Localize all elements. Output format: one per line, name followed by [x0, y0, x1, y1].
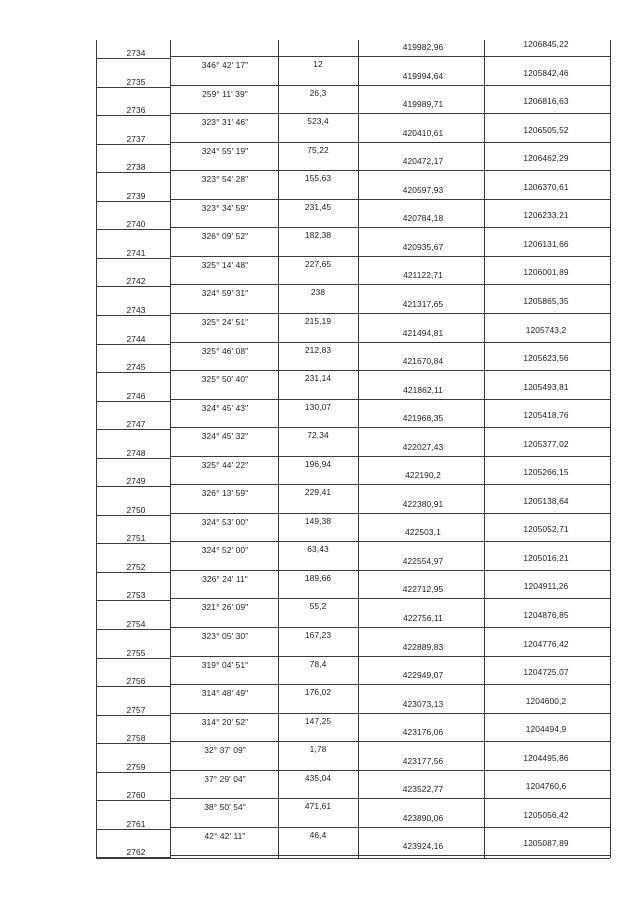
row-divider — [170, 484, 358, 485]
row-divider — [96, 543, 170, 544]
segment-length: 176,02 — [304, 687, 332, 698]
row-divider — [358, 199, 610, 200]
coordinate-x: 422190,2 — [405, 470, 441, 481]
point-number: 2746 — [126, 390, 146, 401]
row-divider — [170, 370, 358, 371]
direction-angle: 325° 50' 40" — [201, 374, 249, 385]
direction-angle: 314° 48' 49" — [201, 688, 249, 699]
coordinate-x: 421670,84 — [402, 356, 444, 367]
row-divider — [170, 399, 358, 400]
segment-length: 78,4 — [309, 658, 327, 669]
coordinate-x: 421968,35 — [402, 413, 444, 424]
row-divider — [170, 570, 358, 571]
row-divider — [170, 113, 358, 114]
coordinate-y: 1205087,89 — [523, 838, 569, 849]
coordinate-y: 1206845,22 — [523, 39, 569, 49]
row-divider — [358, 484, 610, 485]
direction-angle: 324° 55' 19" — [201, 145, 249, 156]
coordinate-x: 423073,13 — [402, 698, 444, 709]
row-divider — [358, 513, 610, 514]
coordinate-x: 420784,18 — [402, 213, 444, 224]
row-divider — [358, 598, 610, 599]
row-divider — [358, 741, 610, 742]
point-number: 2753 — [126, 590, 146, 601]
row-divider — [170, 741, 358, 742]
row-divider — [170, 313, 358, 314]
row-divider — [358, 342, 610, 343]
row-divider — [170, 713, 358, 714]
coordinate-y: 1206370,61 — [523, 181, 569, 192]
segment-length: 46,4 — [309, 829, 327, 840]
row-divider — [96, 372, 170, 373]
coordinate-y: 1206462,29 — [523, 153, 569, 164]
coordinate-y: 1205493,81 — [523, 381, 569, 392]
point-number: 2758 — [126, 733, 146, 744]
direction-angle: 325° 24' 51" — [201, 316, 249, 327]
coordinate-y: 1205865,35 — [523, 295, 569, 306]
row-divider — [170, 656, 358, 657]
coordinate-x: 422380,91 — [402, 498, 444, 509]
row-divider — [96, 772, 170, 773]
row-divider — [96, 486, 170, 487]
row-divider — [96, 258, 170, 259]
direction-angle: 314° 20' 52" — [201, 716, 249, 727]
point-number: 2751 — [126, 533, 146, 544]
coordinate-x: 419982,96 — [402, 42, 444, 52]
point-number: 2755 — [126, 647, 146, 658]
point-number: 2760 — [126, 790, 146, 801]
coordinate-y: 1204495,86 — [523, 752, 569, 763]
row-divider — [96, 715, 170, 716]
direction-angle: 321° 26' 09" — [201, 602, 249, 613]
coordinate-y: 1205743,2 — [525, 324, 567, 335]
point-number: 2745 — [126, 362, 146, 373]
coordinate-x: 420472,17 — [402, 156, 444, 167]
direction-angle: 323° 54' 28" — [201, 174, 249, 185]
point-number: 2749 — [126, 476, 146, 487]
direction-angle: 346° 42' 17" — [201, 60, 249, 70]
coordinate-x: 419994,64 — [402, 70, 444, 81]
direction-angle: 42° 42' 11" — [204, 830, 246, 841]
coordinate-y: 1204725,07 — [523, 667, 569, 678]
segment-length: 523,4 — [307, 116, 329, 127]
coordinate-x: 421317,65 — [402, 298, 444, 309]
row-divider — [96, 429, 170, 430]
point-number: 2750 — [126, 504, 146, 515]
coordinate-y: 1204911,26 — [523, 581, 569, 592]
point-number: 2741 — [126, 247, 146, 258]
column-divider — [358, 40, 359, 858]
coordinate-y: 1204876,85 — [523, 610, 569, 620]
segment-length: 26,3 — [309, 87, 327, 98]
point-number: 2737 — [126, 133, 146, 144]
row-divider — [96, 858, 610, 859]
row-divider — [96, 115, 170, 116]
row-divider — [170, 541, 358, 542]
row-divider — [170, 770, 358, 771]
coordinate-y: 1204760,6 — [525, 781, 567, 792]
coordinate-x: 421122,71 — [403, 270, 443, 281]
point-number: 2743 — [126, 304, 146, 315]
coordinate-y: 1204776,42 — [523, 638, 569, 649]
coordinate-y: 1204494,9 — [525, 724, 567, 735]
segment-length: 231,45 — [304, 201, 332, 212]
direction-angle: 325° 44' 22" — [201, 459, 249, 470]
row-divider — [358, 170, 610, 171]
row-divider — [358, 284, 610, 285]
segment-length: 12 — [313, 59, 323, 69]
row-divider — [96, 286, 170, 287]
segment-length: 238 — [310, 287, 326, 298]
row-divider — [96, 829, 170, 830]
row-divider — [170, 56, 358, 57]
coordinate-x: 423890,06 — [402, 812, 444, 823]
coordinate-y: 1205377,02 — [523, 438, 569, 449]
row-divider — [96, 800, 170, 801]
row-divider — [96, 572, 170, 573]
segment-length: 471,61 — [304, 801, 332, 812]
coordinate-y: 1205266,15 — [523, 467, 569, 478]
segment-length: 435,04 — [304, 772, 332, 783]
point-number: 2735 — [126, 76, 146, 87]
row-divider — [358, 684, 610, 685]
point-number: 2736 — [126, 105, 146, 116]
direction-angle: 32° 37' 09" — [204, 745, 246, 756]
point-number: 2748 — [126, 447, 146, 458]
row-divider — [170, 627, 358, 628]
row-divider — [170, 142, 358, 143]
row-divider — [96, 401, 170, 402]
direction-angle: 323° 31' 46" — [201, 117, 249, 128]
row-divider — [358, 627, 610, 628]
column-divider — [278, 40, 279, 858]
coordinate-y: 1205052,71 — [523, 524, 569, 535]
row-divider — [358, 370, 610, 371]
row-divider — [96, 658, 170, 659]
point-number: 2754 — [126, 619, 146, 629]
row-divider — [96, 686, 170, 687]
coordinate-x: 421862,11 — [403, 384, 443, 395]
coordinate-x: 422503,1 — [405, 527, 441, 538]
row-divider — [96, 201, 170, 202]
point-number: 2759 — [126, 761, 146, 772]
segment-length: 182,38 — [304, 230, 332, 241]
direction-angle: 324° 53' 00" — [201, 516, 249, 527]
direction-angle: 38° 50' 54" — [204, 802, 246, 813]
coordinate-x: 422756,11 — [403, 613, 443, 623]
segment-length: 231,14 — [304, 373, 332, 384]
row-divider — [170, 427, 358, 428]
direction-angle: 326° 13' 59" — [201, 488, 249, 499]
row-divider — [358, 713, 610, 714]
row-divider — [358, 541, 610, 542]
row-divider — [170, 456, 358, 457]
segment-length: 147,25 — [304, 715, 332, 726]
row-divider — [358, 113, 610, 114]
row-divider — [96, 743, 170, 744]
coordinate-y: 1205056,42 — [523, 809, 569, 820]
coordinate-x: 420597,93 — [402, 184, 444, 195]
segment-length: 130,07 — [304, 401, 332, 412]
row-divider — [358, 570, 610, 571]
row-divider — [358, 256, 610, 257]
direction-angle: 323° 05' 30" — [201, 631, 249, 641]
direction-angle: 324° 52' 00" — [201, 545, 249, 556]
row-divider — [358, 798, 610, 799]
coordinate-x: 422889,83 — [402, 641, 444, 652]
row-divider — [96, 87, 170, 88]
segment-length: 75,22 — [307, 144, 329, 155]
row-divider — [170, 342, 358, 343]
direction-angle: 325° 14' 48" — [201, 259, 249, 270]
row-divider — [170, 284, 358, 285]
segment-length: 196,94 — [304, 458, 332, 469]
point-number: 2752 — [126, 561, 146, 572]
coordinate-y: 1205138,64 — [523, 495, 569, 506]
row-divider — [358, 313, 610, 314]
row-divider — [170, 513, 358, 514]
coordinate-y: 1205842,46 — [523, 67, 569, 78]
coordinate-x: 422712,95 — [402, 584, 444, 595]
segment-length: 155,63 — [304, 173, 332, 184]
row-divider — [96, 58, 170, 59]
segment-length: 215,19 — [304, 315, 332, 326]
row-divider — [170, 598, 358, 599]
direction-angle: 37° 29' 04" — [204, 773, 246, 784]
coordinate-x: 419989,71 — [402, 99, 444, 110]
row-divider — [358, 770, 610, 771]
coordinate-x: 420410,61 — [402, 127, 444, 138]
coordinate-x: 422554,97 — [402, 555, 444, 566]
row-divider — [170, 256, 358, 257]
row-divider — [170, 855, 358, 856]
point-number: 2739 — [126, 190, 146, 201]
point-number: 2742 — [126, 276, 146, 287]
segment-length: 167,23 — [304, 630, 332, 640]
row-divider — [96, 144, 170, 145]
row-divider — [96, 315, 170, 316]
row-divider — [170, 684, 358, 685]
coordinate-x: 423177,56 — [402, 755, 444, 766]
point-number: 2762 — [126, 847, 146, 858]
row-divider — [358, 85, 610, 86]
row-divider — [96, 344, 170, 345]
segment-length: 1,78 — [309, 744, 327, 755]
point-number: 2738 — [126, 162, 146, 173]
direction-angle: 324° 45' 32" — [201, 431, 249, 442]
coordinate-y: 1205623,56 — [523, 353, 569, 364]
coordinate-y: 1206505,52 — [523, 124, 569, 135]
row-divider — [96, 458, 170, 459]
segment-length: 189,66 — [304, 572, 332, 583]
coordinate-x: 423924,16 — [402, 841, 444, 852]
direction-angle: 326° 09' 52" — [201, 231, 249, 242]
point-number: 2747 — [126, 419, 146, 430]
coordinate-y: 1206131,66 — [523, 238, 569, 249]
coordinate-x: 421494,81 — [402, 327, 444, 338]
row-divider — [96, 515, 170, 516]
row-divider — [358, 399, 610, 400]
direction-angle: 324° 59' 31" — [201, 288, 249, 299]
row-divider — [170, 85, 358, 86]
row-divider — [170, 170, 358, 171]
coordinate-y: 1206816,63 — [523, 96, 569, 107]
direction-angle: 319° 04' 51" — [201, 659, 249, 670]
row-divider — [96, 629, 170, 630]
point-number: 2734 — [126, 48, 146, 58]
coordinate-y: 1204600,2 — [525, 695, 567, 706]
row-divider — [96, 229, 170, 230]
point-number: 2757 — [126, 704, 146, 715]
coordinate-x: 423176,06 — [402, 727, 444, 738]
segment-length: 149,38 — [304, 515, 332, 526]
row-divider — [358, 142, 610, 143]
row-divider — [170, 798, 358, 799]
direction-angle: 325° 46' 08" — [201, 345, 249, 356]
segment-length: 229,41 — [304, 487, 332, 498]
column-divider — [610, 40, 611, 858]
row-divider — [358, 855, 610, 856]
row-divider — [170, 827, 358, 828]
segment-length: 212,83 — [304, 344, 332, 355]
row-divider — [358, 456, 610, 457]
direction-angle: 259° 11' 39" — [202, 88, 248, 99]
coordinate-y: 1205016,21 — [523, 552, 569, 563]
direction-angle: 324° 45' 43" — [201, 402, 249, 413]
segment-length: 63,43 — [307, 544, 329, 555]
row-divider — [358, 827, 610, 828]
coordinate-y: 1205418,76 — [523, 410, 569, 421]
column-divider — [484, 40, 485, 858]
direction-angle: 323° 34' 59" — [201, 202, 249, 213]
row-divider — [358, 227, 610, 228]
segment-length: 55,2 — [309, 601, 327, 612]
point-number: 2740 — [126, 219, 146, 230]
point-number: 2744 — [126, 333, 146, 344]
row-divider — [170, 199, 358, 200]
row-divider — [358, 656, 610, 657]
point-number: 2756 — [126, 676, 146, 687]
segment-length: 72,34 — [307, 430, 329, 441]
coordinate-x: 422027,43 — [402, 441, 444, 452]
coordinate-y: 1206233,21 — [523, 210, 569, 221]
segment-length: 227,65 — [304, 258, 332, 269]
row-divider — [358, 56, 610, 57]
coordinate-x: 422949,07 — [402, 670, 444, 681]
point-number: 2761 — [126, 818, 146, 829]
row-divider — [170, 227, 358, 228]
coordinate-y: 1206001,89 — [523, 267, 569, 278]
row-divider — [96, 172, 170, 173]
direction-angle: 326° 24' 11" — [202, 573, 248, 584]
row-divider — [96, 600, 170, 601]
row-divider — [358, 427, 610, 428]
coordinate-x: 420935,67 — [402, 241, 444, 252]
coordinate-x: 423522,77 — [402, 784, 444, 795]
